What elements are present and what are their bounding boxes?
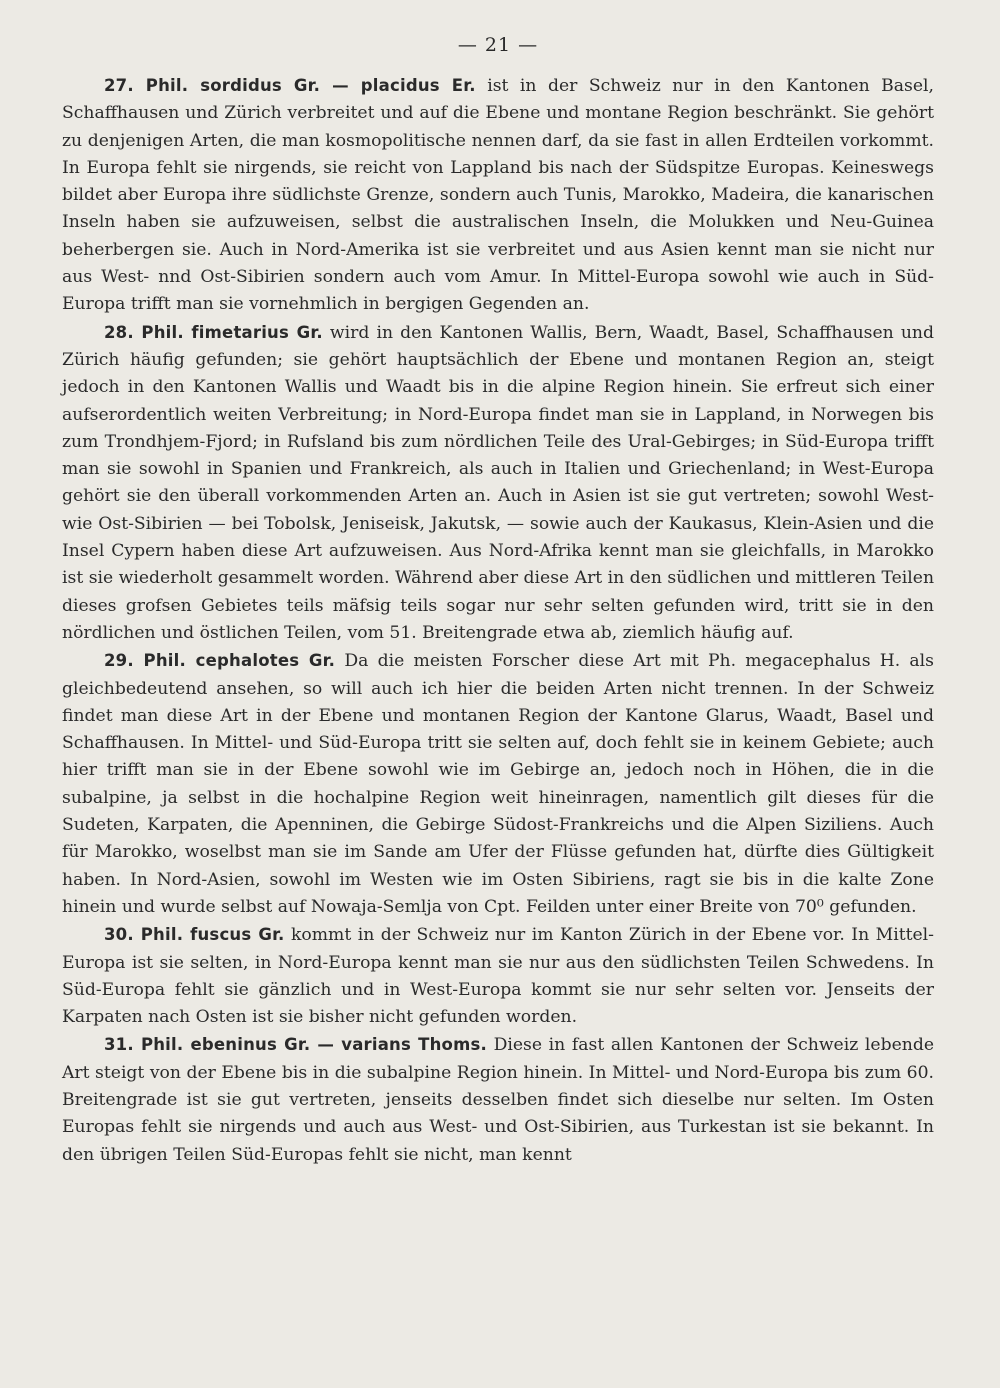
entry-text-30: kommt in der Schweiz nur im Kanton Zürich in der Ebene vor. In Mittel-Europa ist sie selten, in Nord-Europa kennt man sie nur aus den südlichsten Teilen Schwedens. In Süd-Europa fehlt sie gänzlich und in West-Europa kommt sie nur sehr selten vor. Jenseits der Karpaten nach Osten ist sie bisher nicht gefunden worden. (62, 925, 934, 1028)
entry-29 (62, 647, 934, 921)
entry-text-29: Da die meisten Forscher diese Art mit Ph. megacephalus H. als gleichbedeutend ansehen, so will auch ich hier die beiden Arten nicht trennen. In der Schweiz findet man diese Art in der Ebene und montanen Region der Kantone Glarus, Waadt, Basel und Schaffhausen. In Mittel- und Süd-Europa tritt sie selten auf, doch fehlt sie in keinem Gebiete; auch hier trifft man sie in der Ebene sowohl wie im Gebirge an, jedoch noch in Höhen, die in die subalpine, ja selbst in die hochalpine Region weit hineinragen, namentlich gilt dieses für die Sudeten, Karpaten, die Apenninen, die Gebirge Südost-Frankreichs und die Alpen Siziliens. Auch für Marokko, woselbst man sie im Sande am Ufer der Flüsse gefunden hat, dürfte dies Gültigkeit haben. In Nord-Asien, sowohl im Westen wie im Osten Sibiriens, ragt sie bis in die kalte Zone hinein und wurde selbst auf Nowaja-Semlja von Cpt. Feilden unter einer Breite von 70⁰ gefunden. (62, 651, 934, 917)
species-heading-31: 31. Phil. ebeninus Gr. — varians Thoms. (104, 1035, 487, 1055)
entry-30 (62, 921, 934, 1031)
species-heading-30: 30. Phil. fuscus Gr. (104, 925, 285, 945)
species-heading-28: 28. Phil. fimetarius Gr. (104, 322, 323, 342)
species-heading-29: 29. Phil. cephalotes Gr. (104, 651, 336, 671)
entry-28 (62, 319, 934, 648)
entry-text-27: ist in der Schweiz nur in den Kantonen Basel, Schaffhausen und Zürich verbreitet und auf die Ebene und montane Region beschränkt. Sie gehört zu denjenigen Arten, die man kosmopolitische nennen darf, da sie fast in allen Erdteilen vorkommt. In Europa fehlt sie nirgends, sie reicht von Lappland bis nach der Südspitze Europas. Keineswegs bildet aber Europa ihre südlichste Grenze, sondern auch Tunis, Marokko, Madeira, die kanarischen Inseln haben sie aufzuweisen, selbst die australischen Inseln, die Molukken und Neu-Guinea beherbergen sie. Auch in Nord-Amerika ist sie verbreitet und aus Asien kennt man sie nicht nur aus West- nnd Ost-Sibirien sondern auch vom Amur. In Mittel-Europa sowohl wie auch in Süd-Europa trifft man sie vornehmlich in bergigen Gegenden an. (62, 76, 934, 315)
entry-text-28: wird in den Kantonen Wallis, Bern, Waadt, Basel, Schaffhausen und Zürich häufig gefunden; sie gehört hauptsächlich der Ebene und montanen Region an, steigt jedoch in den Kantonen Wallis und Waadt bis in die alpine Region hinein. Sie erfreut sich einer aufserordentlich weiten Verbreitung; in Nord-Europa findet man sie in Lappland, in Norwegen bis zum Trondhjem-Fjord; in Rufsland bis zum nördlichen Teile des Ural-Gebirges; in Süd-Europa trifft man sie sowohl in Spanien und Frankreich, als auch in Italien und Griechenland; in West-Europa gehört sie den überall vorkommenden Arten an. Auch in Asien ist sie gut vertreten; sowohl West- wie Ost-Sibirien — bei Tobolsk, Jeniseisk, Jakutsk, — sowie auch der Kaukasus, Klein-Asien und die Insel Cypern haben diese Art aufzuweisen. Aus Nord-Afrika kennt man sie gleichfalls, in Marokko ist sie wiederholt gesammelt worden. Während aber diese Art in den südlichen und mittleren Teilen dieses grofsen Gebietes teils mäfsig teils sogar nur sehr selten gefunden wird, tritt sie in den nördlichen und östlichen Teilen, vom 51. Breitengrade etwa ab, ziemlich häufig auf. (62, 322, 935, 643)
entry-27 (62, 72, 934, 319)
entry-31 (62, 1031, 934, 1168)
entry-text-31: Diese in fast allen Kantonen der Schweiz lebende Art steigt von der Ebene bis in die subalpine Region hinein. In Mittel- und Nord-Europa bis zum 60. Breitengrade ist sie gut vertreten, jenseits desselben findet sich dieselbe nur selten. Im Osten Europas fehlt sie nirgends und auch aus West- und Ost-Sibirien, aus Turkestan ist sie bekannt. In den übrigen Teilen Süd-Europas fehlt sie nicht, man kennt (62, 1035, 934, 1165)
page-number: — 21 — (457, 34, 539, 56)
species-heading-27: 27. Phil. sordidus Gr. — placidus Er. (104, 76, 476, 95)
